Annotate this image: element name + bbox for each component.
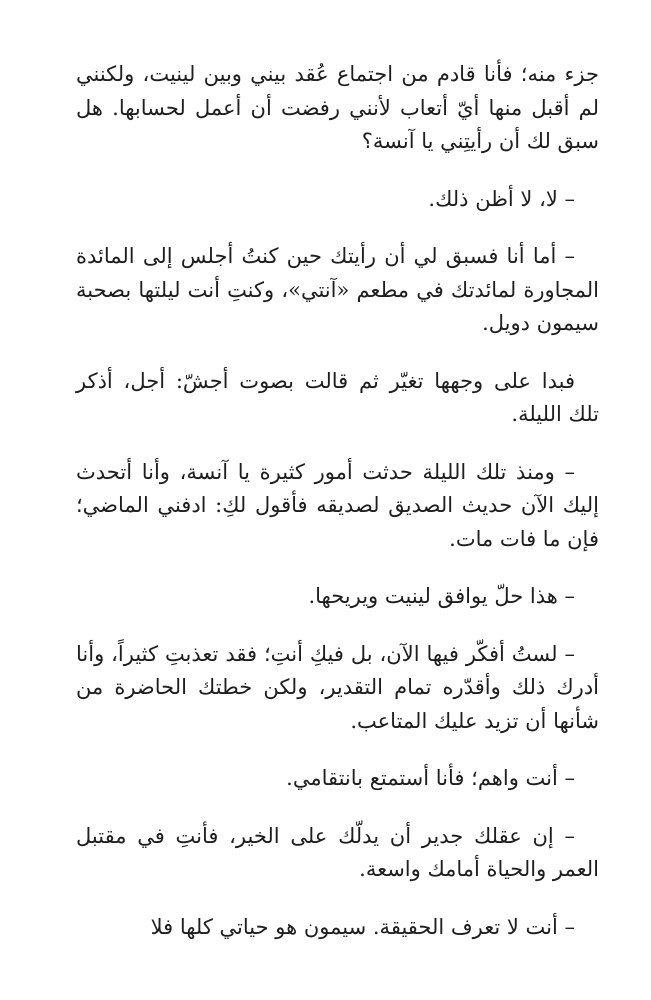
paragraph-7: – لستُ أفكّر فيها الآن، بل فيكِ أنتِ؛ فقد تعذبتِ كثيراً، وأنا أدرك ذلك وأقدّره تمام التقدير، ولكن خطتك الحاضرة من شأنها أن تزيد عليك المتاعب. [76,641,599,733]
paragraph-2: – لا، لا أظن ذلك. [428,186,575,211]
paragraph-1: جزء منه؛ فأنا قادم من اجتماع عُقد بيني وبين لينيت، ولكنني لم أقبل منها أيّ أتعاب لأنني رفضت أن أعمل لحسابها. هل سبق لك أن رأيتِني يا آنسة؟ [76,62,599,153]
paragraph-4: فبدا على وجهها تغيّر ثم قالت بصوت أجشّ: أجل، أذكر تلك الليلة. [76,368,599,426]
paragraph-6: – هذا حلّ يوافق لينيت ويريحها. [308,584,575,608]
paragraph-3: – أما أنا فسبق لي أن رأيتك حين كنتُ أجلس إلى المائدة المجاورة لمائدتك في مطعم «آنتي»، وكنتِ أنت ليلتها بصحبة سيمون دويل. [76,244,599,335]
paragraph-5: – ومنذ تلك الليلة حدثت أمور كثيرة يا آنسة، وأنا أتحدث إليك الآن حديث الصديق لصديقه فأقول لكِ: ادفني الماضي؛ فإن ما فات مات. [76,459,599,551]
paragraph-8: – أنت واهم؛ فأنا أستمتع بانتقامي. [286,766,575,790]
paragraph-9: – إن عقلك جدير أن يدلّك على الخير، فأنتِ في مقتبل العمر والحياة أمامك واسعة. [76,823,599,881]
paragraph-10: – أنت لا تعرف الحقيقة. سيمون هو حياتي كلها فلا [150,914,575,939]
